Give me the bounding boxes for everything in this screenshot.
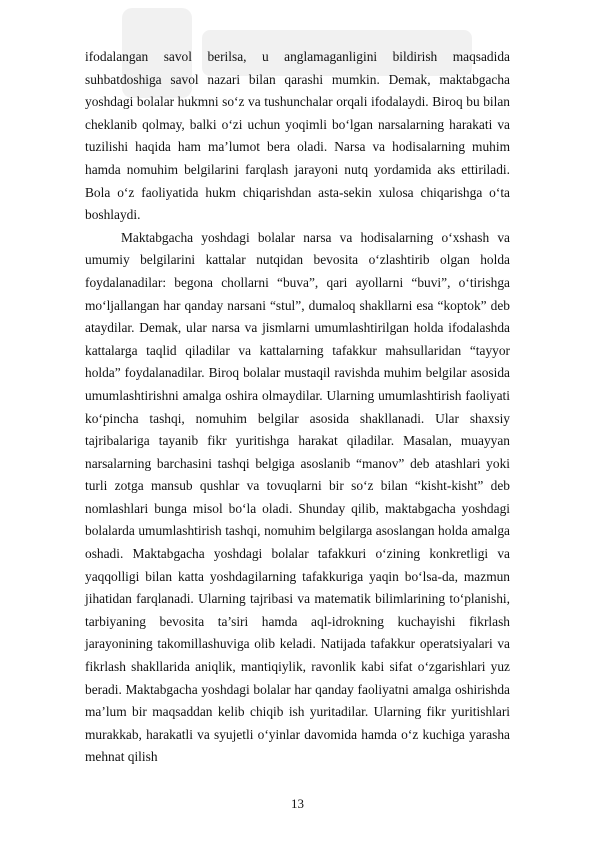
text-body — [85, 46, 510, 769]
page-number: 13 — [291, 796, 304, 811]
paragraph-continued: ifodalangan savol berilsa, u anglamaganligini bildirish maqsadida suhbatdoshiga savol nazari bilan qarashi mumkin. Demak, maktabgacha yoshdagi bolalar hukmni so‘z va tushunchalar orqali ifodalaydi. Biroq bu bilan cheklanib qolmay, balki o‘zi uchun yoqimli bo‘lgan narsalarning harakati va tuzilishi haqida ham ma’lumot bera oladi. Narsa va hodisalarning muhim hamda nomuhim belgilarini farqlash jarayoni nutq yordamida aks ettiriladi. Bola o‘z faoliyatida hukm chiqarishdan asta-sekin xulosa chiqarishga o‘ta boshlaydi. — [85, 49, 510, 223]
paragraph: Maktabgacha yoshdagi bolalar narsa va hodisalarning o‘xshash va umumiy belgilarini kattalar nutqidan bevosita o‘zlashtirib olgan holda foydalanadilar: begona chollarni “buva”, qari ayollarni “buvi”, o‘tirishga mo‘ljallangan har qanday narsani “stul”, dumaloq shakllarni esa “koptok” deb ataydilar. Demak, ular narsa va jismlarni umumlashtirilgan holda ifodalashda kattalarga taqlid qiladilar va kattalarning tafakkur mahsullaridan “tayyor holda” foydalanadilar. Biroq bolalar mustaqil ravishda muhim belgilar asosida umumlashtirishni amalga oshira olmaydilar. Ularning umumlashtirish faoliyati ko‘pincha tashqi, nomuhim belgilar asosida shakllanadi. Ular shaxsiy tajribalariga tayanib fikr yuritishga harakat qiladilar. Masalan, muayyan narsalarning barchasini tashqi belgiga asoslanib “manov” deb atashlari yoki turli zotga mansub qushlar va tovuqlarni bir so‘z bilan “kisht-kisht” deb nomlashlari bunga misol bo‘la oladi. Shunday qilib, maktabgacha yoshdagi bolalarda umumlashtirish tashqi, nomuhim belgilarga asoslangan holda amalga oshadi. Maktabgacha yoshdagi bolalar tafakkuri o‘zining konkretligi va yaqqolligi bilan katta yoshdagilarning tafakkuriga yaqin bo‘lsa-da, mazmun jihatidan farqlanadi. Ularning tajribasi va matematik bilimlarining to‘planishi, tarbiyaning bevosita ta’siri hamda aql-idrokning kuchayishi fikrlash jarayonining takomillashuviga olib keladi. Natijada tafakkur operatsiyalari va fikrlash shakllarida aniqlik, mantiqiylik, ravonlik kabi sifat o‘zgarishlari yuz beradi. Maktabgacha yoshdagi bolalar har qanday faoliyatni amalga oshirishda ma’lum bir maqsaddan kelib chiqib ish yuritadilar. Ularning fikr yuritishlari murakkab, harakatli va syujetli o‘yinlar davomida hamda o‘z kuchiga yarasha mehnat qilish — [85, 229, 510, 765]
